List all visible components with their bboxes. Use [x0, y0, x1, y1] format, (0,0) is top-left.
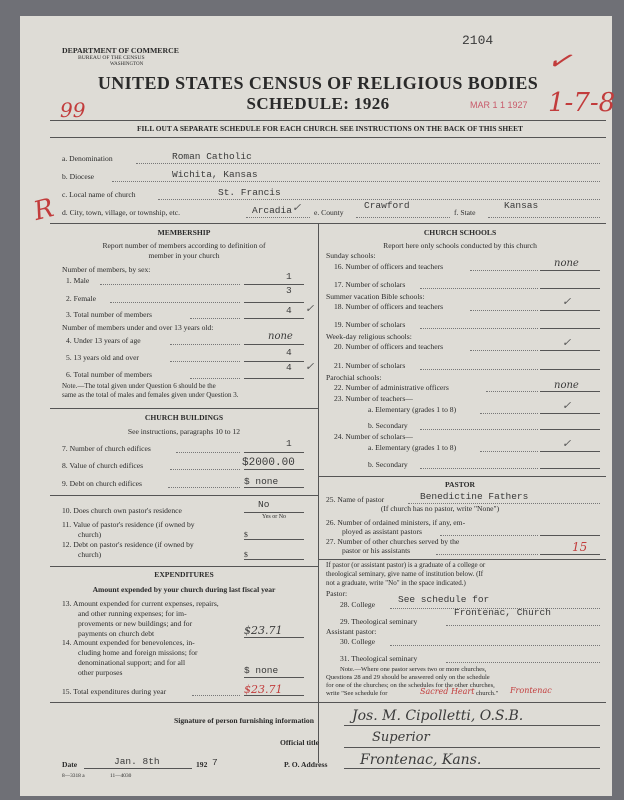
schedule-title: SCHEDULE: 1926	[246, 94, 390, 113]
q24b-label: b. Secondary	[368, 460, 408, 469]
q22-label: 22. Number of administrative officers	[334, 383, 449, 392]
q14-value: $ none	[244, 665, 279, 676]
q11-residence-value-label: 11. Value of pastor's residence (if owned by	[62, 520, 195, 529]
q29-label: 29. Theological seminary	[340, 617, 418, 626]
q10-residence-label: 10. Does church own pastor's residence	[62, 506, 182, 515]
q27-label-2: pastor or his assistants	[342, 546, 411, 555]
po-address-value: Frontenac, Kans.	[360, 752, 482, 768]
form-code: 8—3318 a	[62, 773, 85, 779]
q2-female-value: 3	[286, 285, 292, 296]
q27-value: 15	[572, 540, 588, 554]
yes-or-no-hint: Yes or No	[262, 514, 287, 520]
q27-label: 27. Number of other churches served by the	[326, 537, 460, 546]
q28-label: 28. College	[340, 600, 376, 609]
graduate-note-2: theological seminary, give name of institution below. (If	[326, 570, 484, 578]
q18-label: 18. Number of officers and teachers	[334, 302, 444, 311]
q26-label: 26. Number of ordained ministers, if any, em-	[326, 518, 466, 527]
state-value: Kansas	[504, 200, 539, 211]
q14-benevolences-label: 14. Amount expended for benevolences, in-	[62, 638, 195, 647]
q24-label: 24. Number of scholars—	[334, 432, 413, 441]
q23-label: 23. Number of teachers—	[334, 394, 413, 403]
membership-note-1: Note.—The total given under Question 6 should be the	[62, 382, 216, 390]
q13-label-3: provements or new buildings; and for	[78, 619, 193, 628]
q7-edifices-label: 7. Number of church edifices	[62, 444, 151, 453]
membership-title: MEMBERSHIP	[157, 228, 211, 237]
membership-note-2: same as the total of males and females given under Question 3.	[62, 391, 239, 399]
q2-female-label: 2. Female	[66, 294, 96, 303]
local-church-name-label: c. Local name of church	[62, 190, 136, 199]
signature-label: Signature of person furnishing information	[174, 716, 314, 725]
bureau-heading: BUREAU OF THE CENSUS	[78, 55, 145, 61]
check-mark: ✓	[562, 438, 572, 450]
form-code-2: 11—4030	[110, 773, 132, 779]
q13-label-2: and other running expenses; for im-	[78, 609, 187, 618]
pastor-note-1: Note.—Where one pastor serves two or more churches,	[340, 666, 487, 673]
city-value: Arcadia	[252, 205, 292, 216]
pastor-note-4: write "See schedule for	[326, 690, 388, 697]
q28-value: See schedule for	[398, 594, 490, 605]
pastor-subheading: Pastor:	[326, 589, 348, 598]
assistant-pastor-subheading: Assistant pastor:	[326, 627, 377, 636]
official-title-label: Official title	[280, 738, 320, 747]
q6-total-value: 4	[286, 362, 292, 373]
church-schools-title: CHURCH SCHOOLS	[423, 228, 497, 237]
q11-residence-value-field: $	[244, 530, 248, 539]
q30-label: 30. College	[340, 637, 376, 646]
church-schools-intro: Report here only schools conducted by this church	[383, 241, 537, 250]
serial-number: 2104	[462, 33, 494, 48]
department-heading: DEPARTMENT OF COMMERCE	[62, 46, 179, 55]
members-by-sex-label: Number of members, by sex:	[62, 265, 151, 274]
form-title: UNITED STATES CENSUS OF RELIGIOUS BODIES	[97, 73, 539, 93]
q12-residence-debt-label-2: church)	[78, 550, 102, 559]
q13-value: $23.71	[244, 624, 283, 637]
q14-label-3: denominational support; and for all	[78, 658, 186, 667]
q19-label: 19. Number of scholars	[334, 320, 406, 329]
q17-label: 17. Number of scholars	[334, 280, 406, 289]
pastor-note-2: Questions 28 and 29 should be answered only on the schedule	[326, 674, 490, 681]
q25-note: (If church has no pastor, write "None")	[380, 504, 500, 513]
red-check-mark: ✓	[544, 41, 575, 80]
q8-value-label: 8. Value of church edifices	[62, 461, 144, 470]
parochial-schools-label: Parochial schools:	[326, 373, 382, 382]
q31-label: 31. Theological seminary	[340, 654, 418, 663]
county-value: Crawford	[364, 200, 410, 211]
date-value: Jan. 8th	[114, 756, 160, 767]
diocese-label: b. Diocese	[62, 172, 95, 181]
q15-total-label: 15. Total expenditures during year	[62, 687, 167, 696]
q22-value: none	[554, 380, 579, 391]
handwritten-r-mark: R	[30, 193, 57, 227]
q5-13-and-over-label: 5. 13 years old and over	[66, 353, 139, 362]
handwritten-code: 1-7-8	[548, 88, 616, 118]
handwritten-batch-number: 99	[60, 98, 86, 122]
pastor-title: PASTOR	[444, 480, 476, 489]
state-label: f. State	[454, 208, 476, 217]
pastor-note-handwritten: Sacred Heart	[420, 687, 475, 696]
local-church-name-value: St. Francis	[218, 187, 281, 198]
q7-edifices-value: 1	[286, 438, 292, 449]
pastor-note-handwritten-2: Frontenac	[510, 686, 552, 695]
q9-debt-label: 9. Debt on church edifices	[62, 479, 142, 488]
denomination-label: a. Denomination	[62, 154, 113, 163]
check-mark: ✓	[305, 303, 315, 315]
q29-value: Frontenac, Church	[454, 607, 551, 618]
date-label: Date	[62, 760, 78, 769]
po-address-label: P. O. Address	[284, 760, 328, 769]
washington-label: WASHINGTON	[110, 62, 144, 67]
q5-13-and-over-value: 4	[286, 347, 292, 358]
church-buildings-intro: See instructions, paragraphs 10 to 12	[127, 427, 241, 436]
q12-residence-debt-label: 12. Debt on pastor's residence (if owned by	[62, 540, 194, 549]
q13-label-4: payments on church debt	[78, 629, 155, 638]
q3-total-label: 3. Total number of members	[66, 310, 153, 319]
received-date-stamp: MAR 1 1 1927	[470, 100, 528, 110]
check-mark: ✓	[305, 361, 315, 373]
check-mark: ✓	[562, 400, 572, 412]
city-label: d. City, town, village, or township, etc.	[62, 208, 181, 217]
pastor-note-3: for one of the churches; on the schedules for the other churches,	[326, 682, 495, 689]
q9-debt-value: $ none	[244, 476, 279, 487]
q4-under-13-value: none	[268, 331, 293, 342]
check-mark: ✓	[562, 296, 572, 308]
q1-male-value: 1	[286, 271, 292, 282]
denomination-value: Roman Catholic	[172, 151, 252, 162]
signature-value: Jos. M. Cipolletti, O.S.B.	[352, 708, 524, 724]
q23a-label: a. Elementary (grades 1 to 8)	[368, 405, 457, 414]
q26-label-2: ployed as assistant pastors	[342, 527, 422, 536]
q25-value: Benedictine Fathers	[420, 491, 529, 502]
q13-current-expenses-label: 13. Amount expended for current expenses, repairs,	[62, 599, 219, 608]
q4-under-13-label: 4. Under 13 years of age	[66, 336, 141, 345]
q15-value: $23.71	[244, 683, 283, 696]
q24a-label: a. Elementary (grades 1 to 8)	[368, 443, 457, 452]
q12-residence-debt-field: $	[244, 550, 248, 559]
q11-residence-value-label-2: church)	[78, 530, 102, 539]
year-digit: 7	[212, 757, 218, 768]
q14-label-4: other purposes	[78, 668, 123, 677]
graduate-note-3: not a graduate, write "No" in the space indicated.)	[326, 579, 466, 587]
q16-label: 16. Number of officers and teachers	[334, 262, 444, 271]
year-prefix: 192	[196, 760, 208, 769]
check-mark: ✓	[292, 202, 302, 214]
membership-intro-2: member in your church	[148, 251, 220, 260]
q10-residence-value: No	[258, 499, 270, 510]
membership-intro-1: Report number of members according to definition of	[102, 241, 266, 250]
q21-label: 21. Number of scholars	[334, 361, 406, 370]
church-buildings-title: CHURCH BUILDINGS	[144, 413, 224, 422]
q23b-label: b. Secondary	[368, 421, 408, 430]
diocese-value: Wichita, Kansas	[172, 169, 258, 180]
q8-value-value: $2000.00	[242, 457, 295, 469]
q25-label: 25. Name of pastor	[326, 495, 385, 504]
county-label: e. County	[314, 208, 344, 217]
pastor-note-end: church."	[476, 690, 499, 697]
q6-total-label: 6. Total number of members	[66, 370, 153, 379]
q20-label: 20. Number of officers and teachers	[334, 342, 444, 351]
sunday-schools-label: Sunday schools:	[326, 251, 376, 260]
expenditures-intro: Amount expended by your church during last fiscal year	[92, 585, 276, 594]
instruction-banner: FILL OUT A SEPARATE SCHEDULE FOR EACH CHURCH. SEE INSTRUCTIONS ON THE BACK OF THIS SHEET	[137, 124, 523, 133]
graduate-note-1: If pastor (or assistant pastor) is a graduate of a college or	[326, 561, 486, 569]
weekday-schools-label: Week-day religious schools:	[326, 332, 412, 341]
check-mark: ✓	[562, 337, 572, 349]
q14-label-2: cluding home and foreign missions; for	[78, 648, 198, 657]
members-by-age-label: Number of members under and over 13 years old:	[62, 323, 214, 332]
q16-value: none	[554, 258, 579, 269]
q3-total-value: 4	[286, 305, 292, 316]
summer-schools-label: Summer vacation Bible schools:	[326, 292, 425, 301]
official-title-value: Superior	[372, 730, 430, 745]
expenditures-title: EXPENDITURES	[154, 570, 214, 579]
q1-male-label: 1. Male	[66, 276, 90, 285]
